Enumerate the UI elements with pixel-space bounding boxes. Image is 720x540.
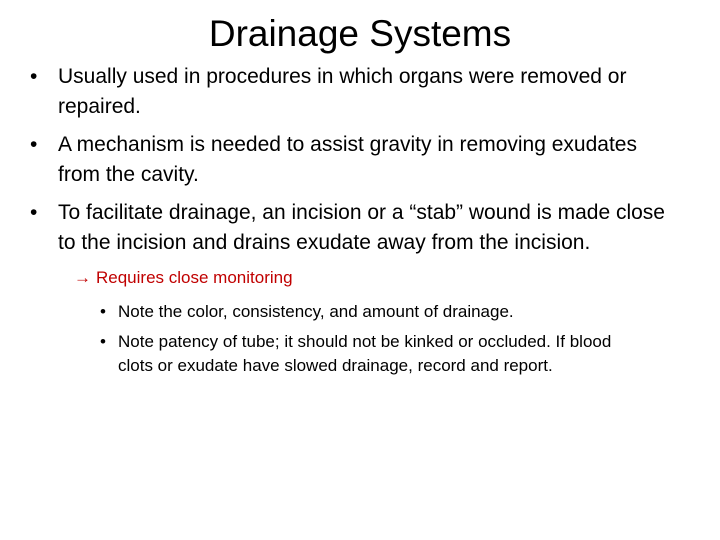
sub-bullet-text: Note the color, consistency, and amount of drainage. [118, 302, 514, 321]
bullet-icon: • [30, 65, 38, 88]
sub-heading [74, 266, 680, 290]
bullet-text: Usually used in procedures in which organs were removed or repaired. [58, 65, 627, 118]
bullet-text: To facilitate drainage, an incision or a “stab” wound is made close to the incision and drains exudate away from the incision. [58, 201, 665, 254]
sub-bullet-text: Note patency of tube; it should not be kinked or occluded. If blood clots or exudate have slowed drainage, record and report. [118, 332, 612, 375]
slide-title: Drainage Systems [208, 13, 512, 54]
bullet-item [30, 130, 680, 190]
bullet-item [30, 62, 680, 122]
bullet-icon: • [30, 133, 38, 156]
slide-content [30, 62, 680, 384]
bullet-icon: • [30, 201, 38, 224]
sub-bullet-item [100, 300, 628, 324]
bullet-item [30, 198, 680, 258]
arrow-right-icon: → [74, 268, 91, 287]
sub-bullet-item [100, 330, 628, 378]
bullet-icon: • [100, 332, 106, 351]
sub-heading-text: Requires close monitoring [96, 268, 293, 287]
bullet-text: A mechanism is needed to assist gravity in removing exudates from the cavity. [58, 133, 637, 186]
bullet-icon: • [100, 302, 106, 321]
